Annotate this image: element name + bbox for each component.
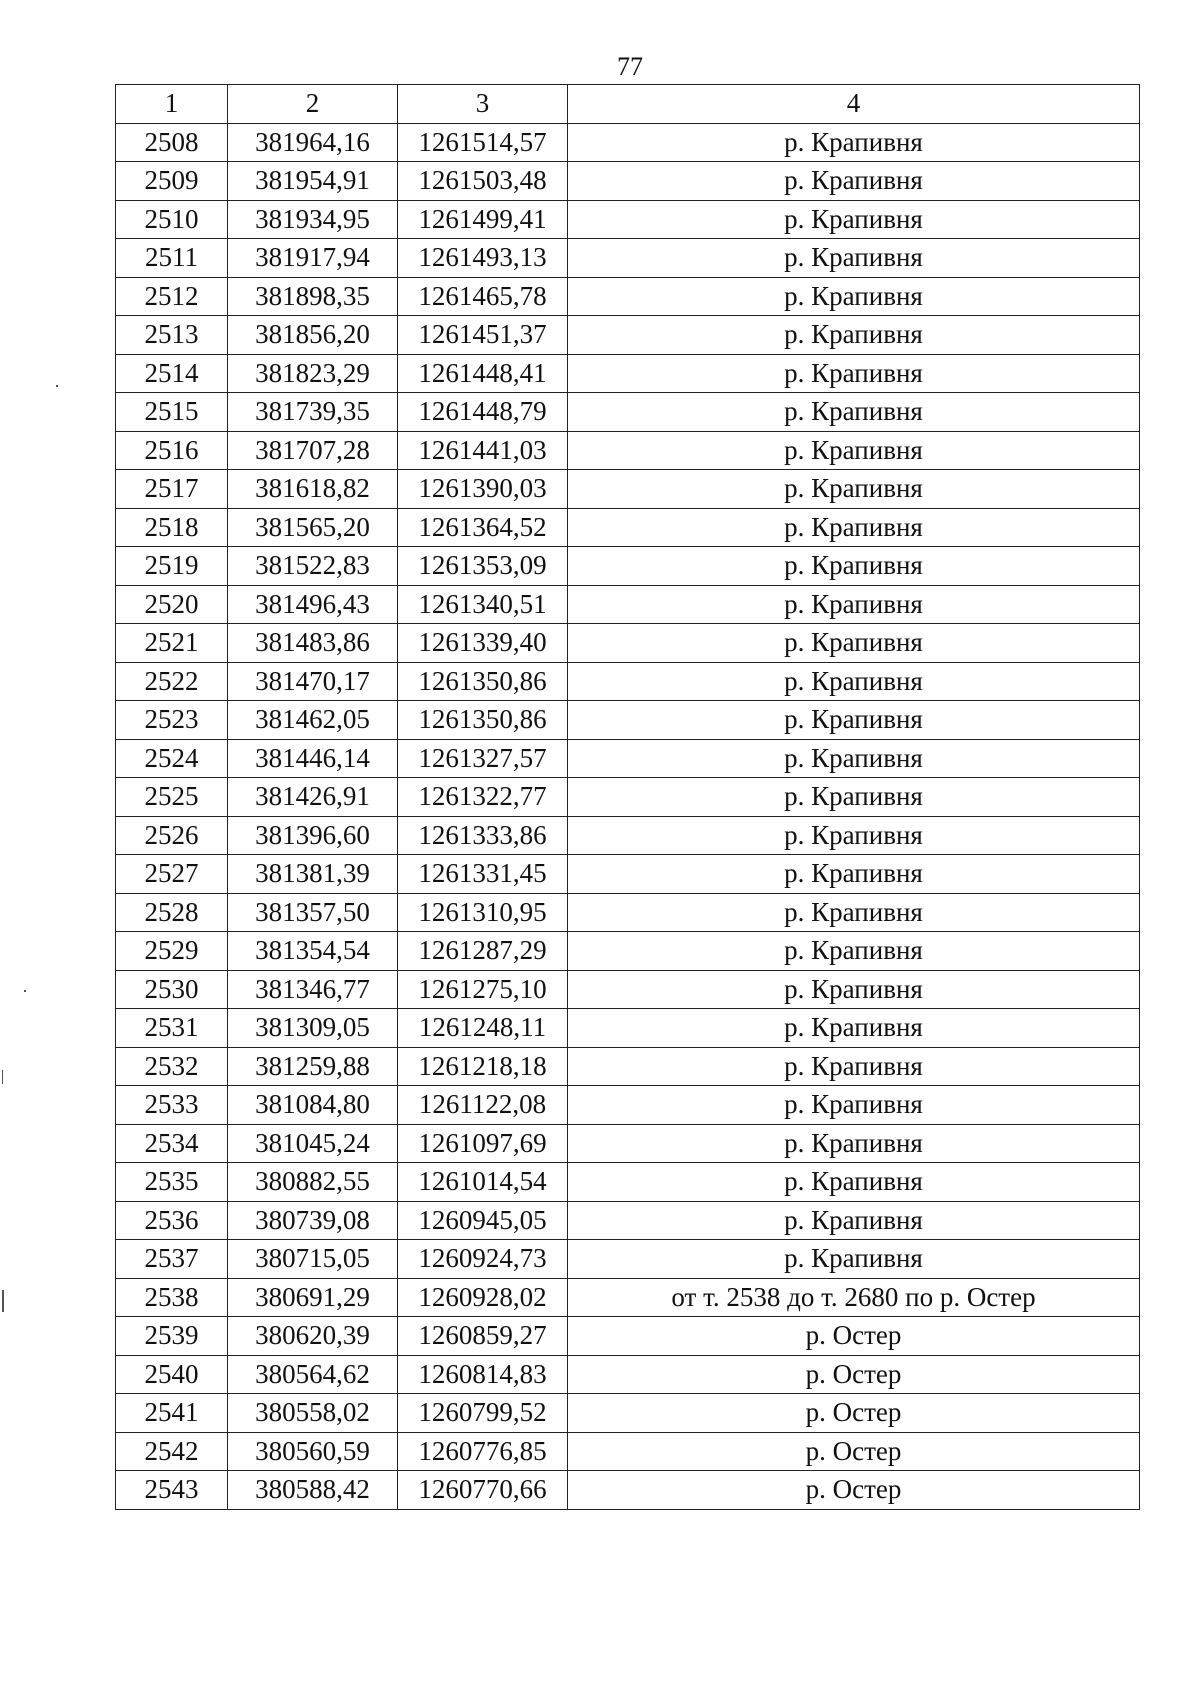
table-row [116, 1317, 1140, 1356]
table-cell: 380691,29 [228, 1278, 398, 1317]
table-cell: 2515 [116, 393, 228, 432]
table-row [116, 855, 1140, 894]
table-cell: р. Крапивня [568, 239, 1140, 278]
table-row [116, 624, 1140, 663]
table-cell: 1261339,40 [398, 624, 568, 663]
table-cell: р. Крапивня [568, 200, 1140, 239]
table-cell: 381396,60 [228, 816, 398, 855]
table-row [116, 970, 1140, 1009]
table-cell: 2510 [116, 200, 228, 239]
table-row [116, 1355, 1140, 1394]
table-row [116, 1086, 1140, 1125]
table-cell: 2508 [116, 123, 228, 162]
table-cell: р. Крапивня [568, 508, 1140, 547]
header-cell: 1 [116, 85, 228, 124]
table-cell: 2540 [116, 1355, 228, 1394]
table-cell: р. Крапивня [568, 316, 1140, 355]
table-cell: 2513 [116, 316, 228, 355]
table-cell: 2527 [116, 855, 228, 894]
table-cell: 2523 [116, 701, 228, 740]
table-row [116, 354, 1140, 393]
table-cell: р. Крапивня [568, 393, 1140, 432]
table-cell: 1260945,05 [398, 1201, 568, 1240]
table-row [116, 1432, 1140, 1471]
table-cell: 381446,14 [228, 739, 398, 778]
table-cell: 1261333,86 [398, 816, 568, 855]
table-cell: р. Крапивня [568, 932, 1140, 971]
table-cell: р. Крапивня [568, 1201, 1140, 1240]
table-cell: 1261350,86 [398, 701, 568, 740]
table-cell: р. Крапивня [568, 1124, 1140, 1163]
table-cell: 1261327,57 [398, 739, 568, 778]
table-row [116, 778, 1140, 817]
table-cell: 381823,29 [228, 354, 398, 393]
table-cell: р. Крапивня [568, 1047, 1140, 1086]
table-row [116, 585, 1140, 624]
table-row [116, 1240, 1140, 1279]
table-cell: 381462,05 [228, 701, 398, 740]
table-cell: 1261218,18 [398, 1047, 568, 1086]
table-row [116, 547, 1140, 586]
table-cell: р. Остер [568, 1355, 1140, 1394]
table-cell: 2534 [116, 1124, 228, 1163]
table-row [116, 277, 1140, 316]
table-cell: р. Крапивня [568, 1086, 1140, 1125]
coordinates-table [115, 84, 1140, 1510]
table-cell: 2533 [116, 1086, 228, 1125]
table-cell: 2531 [116, 1009, 228, 1048]
table-header-row [116, 85, 1140, 124]
table-cell: 1261353,09 [398, 547, 568, 586]
table-cell: от т. 2538 до т. 2680 по р. Остер [568, 1278, 1140, 1317]
table-cell: 1261350,86 [398, 662, 568, 701]
table-cell: 1260928,02 [398, 1278, 568, 1317]
table-cell: 1260799,52 [398, 1394, 568, 1433]
table-row [116, 508, 1140, 547]
table-row [116, 470, 1140, 509]
table-cell: 1261014,54 [398, 1163, 568, 1202]
table-row [116, 200, 1140, 239]
table-cell: 2536 [116, 1201, 228, 1240]
table-cell: р. Крапивня [568, 431, 1140, 470]
table-cell: 381470,17 [228, 662, 398, 701]
table-cell: 381898,35 [228, 277, 398, 316]
table-cell: 1261514,57 [398, 123, 568, 162]
table-cell: р. Крапивня [568, 701, 1140, 740]
table-cell: р. Остер [568, 1471, 1140, 1510]
table-cell: 2526 [116, 816, 228, 855]
table-cell: 1261448,79 [398, 393, 568, 432]
table-cell: 381618,82 [228, 470, 398, 509]
table-cell: 380564,62 [228, 1355, 398, 1394]
table-row [116, 701, 1140, 740]
table-row [116, 1163, 1140, 1202]
table-cell: 1261451,37 [398, 316, 568, 355]
table-cell: 381934,95 [228, 200, 398, 239]
scan-dot [24, 990, 26, 992]
table-cell: 2512 [116, 277, 228, 316]
table-cell: р. Крапивня [568, 277, 1140, 316]
table-row [116, 932, 1140, 971]
table-cell: 2538 [116, 1278, 228, 1317]
table-cell: 2542 [116, 1432, 228, 1471]
table-cell: р. Крапивня [568, 470, 1140, 509]
table-cell: 2509 [116, 162, 228, 201]
table-cell: р. Крапивня [568, 1163, 1140, 1202]
table-cell: 1261275,10 [398, 970, 568, 1009]
table-cell: р. Остер [568, 1317, 1140, 1356]
table-row [116, 1124, 1140, 1163]
table-row [116, 893, 1140, 932]
table-row [116, 1009, 1140, 1048]
table-cell: р. Крапивня [568, 624, 1140, 663]
table-row [116, 1278, 1140, 1317]
table-cell: р. Крапивня [568, 1009, 1140, 1048]
table-cell: 2530 [116, 970, 228, 1009]
table-row [116, 1394, 1140, 1433]
table-cell: 381354,54 [228, 932, 398, 971]
table-cell: 380558,02 [228, 1394, 398, 1433]
scan-dot [56, 385, 58, 387]
table-cell: 2528 [116, 893, 228, 932]
table-cell: 2514 [116, 354, 228, 393]
table-row [116, 123, 1140, 162]
table-cell: р. Остер [568, 1432, 1140, 1471]
table-cell: 2516 [116, 431, 228, 470]
table-cell: р. Крапивня [568, 585, 1140, 624]
table-cell: 2520 [116, 585, 228, 624]
table-cell: 2518 [116, 508, 228, 547]
table-cell: 1260814,83 [398, 1355, 568, 1394]
table-cell: 1261331,45 [398, 855, 568, 894]
table-cell: р. Крапивня [568, 739, 1140, 778]
table-cell: р. Крапивня [568, 893, 1140, 932]
table-cell: 381346,77 [228, 970, 398, 1009]
table-cell: р. Крапивня [568, 354, 1140, 393]
table-cell: 1260859,27 [398, 1317, 568, 1356]
table-cell: 380560,59 [228, 1432, 398, 1471]
table-cell: 381917,94 [228, 239, 398, 278]
table-cell: 1261364,52 [398, 508, 568, 547]
table-body [116, 123, 1140, 1509]
table-cell: 380620,39 [228, 1317, 398, 1356]
table-cell: 381964,16 [228, 123, 398, 162]
table-cell: 381309,05 [228, 1009, 398, 1048]
header-cell: 4 [568, 85, 1140, 124]
table-cell: 2519 [116, 547, 228, 586]
table-row [116, 1047, 1140, 1086]
table-cell: 2543 [116, 1471, 228, 1510]
table-cell: 381522,83 [228, 547, 398, 586]
table-row [116, 162, 1140, 201]
table-cell: 381707,28 [228, 431, 398, 470]
table-cell: р. Крапивня [568, 662, 1140, 701]
table-row [116, 739, 1140, 778]
table-cell: 381357,50 [228, 893, 398, 932]
table-cell: р. Крапивня [568, 123, 1140, 162]
scan-mark-line [2, 1070, 3, 1084]
table-cell: р. Крапивня [568, 970, 1140, 1009]
table-cell: 380715,05 [228, 1240, 398, 1279]
table-cell: 2524 [116, 739, 228, 778]
table-cell: 1260770,66 [398, 1471, 568, 1510]
table-cell: 381426,91 [228, 778, 398, 817]
scan-mark-line [2, 1290, 4, 1312]
table-cell: 2539 [116, 1317, 228, 1356]
table-cell: 1261322,77 [398, 778, 568, 817]
page-number: 77 [617, 52, 643, 81]
table-cell: 1261503,48 [398, 162, 568, 201]
table-cell: 1260924,73 [398, 1240, 568, 1279]
table-cell: 380739,08 [228, 1201, 398, 1240]
table-cell: 2521 [116, 624, 228, 663]
table-cell: 1261448,41 [398, 354, 568, 393]
table-cell: 1260776,85 [398, 1432, 568, 1471]
table-cell: 2541 [116, 1394, 228, 1433]
table-cell: 2537 [116, 1240, 228, 1279]
table-cell: 1261390,03 [398, 470, 568, 509]
table-cell: 381483,86 [228, 624, 398, 663]
table-cell: 1261493,13 [398, 239, 568, 278]
table-cell: 1261340,51 [398, 585, 568, 624]
table-row [116, 816, 1140, 855]
table-cell: р. Крапивня [568, 855, 1140, 894]
table-cell: 1261248,11 [398, 1009, 568, 1048]
table-cell: 381739,35 [228, 393, 398, 432]
table-cell: 2535 [116, 1163, 228, 1202]
table-cell: 381084,80 [228, 1086, 398, 1125]
table-cell: 1261465,78 [398, 277, 568, 316]
table-row [116, 1471, 1140, 1510]
header-cell: 3 [398, 85, 568, 124]
table-cell: 2529 [116, 932, 228, 971]
table-cell: 381856,20 [228, 316, 398, 355]
table-cell: р. Крапивня [568, 547, 1140, 586]
table-cell: 2532 [116, 1047, 228, 1086]
table-cell: 381954,91 [228, 162, 398, 201]
table-cell: 1261499,41 [398, 200, 568, 239]
table-row [116, 393, 1140, 432]
table-row [116, 662, 1140, 701]
table-cell: 380588,42 [228, 1471, 398, 1510]
table-cell: р. Крапивня [568, 778, 1140, 817]
table-cell: 1261287,29 [398, 932, 568, 971]
table-cell: 381259,88 [228, 1047, 398, 1086]
table-cell: 1261441,03 [398, 431, 568, 470]
table-cell: 2511 [116, 239, 228, 278]
table-row [116, 316, 1140, 355]
table-cell: р. Крапивня [568, 816, 1140, 855]
table-cell: 2517 [116, 470, 228, 509]
table-row [116, 431, 1140, 470]
table-cell: 1261310,95 [398, 893, 568, 932]
table-cell: 1261097,69 [398, 1124, 568, 1163]
table-cell: р. Крапивня [568, 162, 1140, 201]
table-cell: 380882,55 [228, 1163, 398, 1202]
table-cell: р. Крапивня [568, 1240, 1140, 1279]
table-cell: 381565,20 [228, 508, 398, 547]
table-cell: 2525 [116, 778, 228, 817]
table-row [116, 239, 1140, 278]
table-cell: 381381,39 [228, 855, 398, 894]
table-cell: р. Остер [568, 1394, 1140, 1433]
table-cell: 381045,24 [228, 1124, 398, 1163]
table-row [116, 1201, 1140, 1240]
table-cell: 2522 [116, 662, 228, 701]
header-cell: 2 [228, 85, 398, 124]
table-cell: 1261122,08 [398, 1086, 568, 1125]
table-cell: 381496,43 [228, 585, 398, 624]
